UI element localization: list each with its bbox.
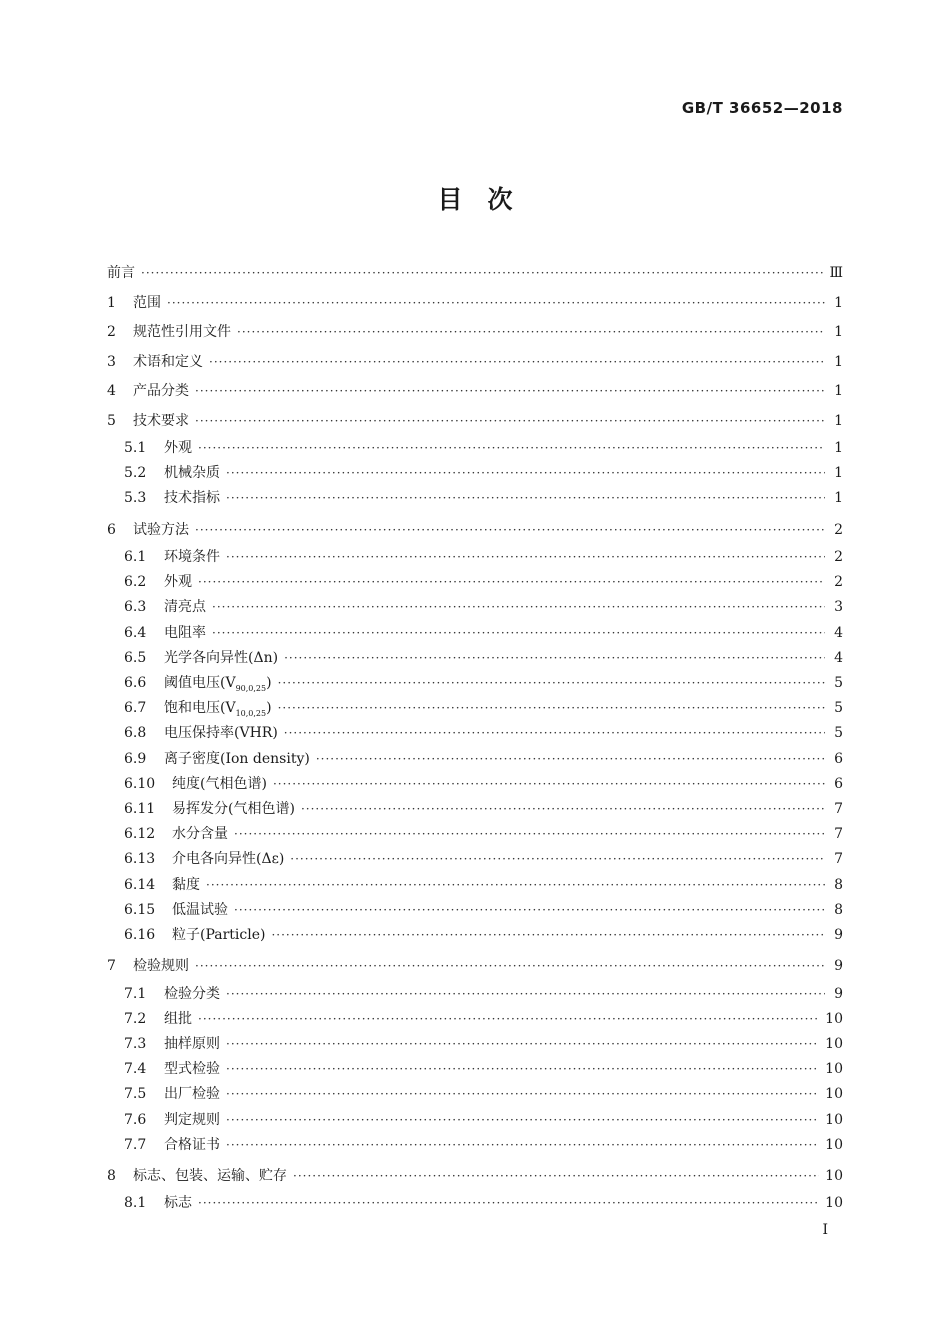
toc-dot-leader xyxy=(316,747,825,772)
toc-entry[interactable] xyxy=(107,1133,843,1158)
toc-entry-number: 6.16 xyxy=(124,926,156,943)
toc-entry-number: 6.11 xyxy=(124,800,156,817)
toc-entry[interactable] xyxy=(107,982,843,1007)
toc-entry-page: 9 xyxy=(834,926,843,943)
toc-entry-number: 6.15 xyxy=(124,901,156,918)
toc-entry-number: 1 xyxy=(107,294,116,311)
toc-entry-number: 6.3 xyxy=(124,599,147,616)
toc-entry-subscript: 90,0,25 xyxy=(235,683,267,693)
toc-entry[interactable] xyxy=(107,797,843,822)
toc-dot-leader xyxy=(301,797,825,822)
toc-entry[interactable] xyxy=(107,952,843,982)
toc-entry-label: 光学各向异性(Δn) xyxy=(164,649,279,666)
toc-dot-leader xyxy=(226,545,825,570)
toc-dot-leader xyxy=(284,646,825,671)
toc-entry-page: 1 xyxy=(834,412,843,429)
toc-entry-number: 5.1 xyxy=(124,440,147,456)
toc-dot-leader xyxy=(226,1133,819,1158)
toc-dot-leader xyxy=(195,377,825,407)
toc-entry-label: 合格证书 xyxy=(164,1136,220,1153)
toc-entry-label: 电压保持率(VHR) xyxy=(164,725,278,742)
toc-dot-leader xyxy=(226,1108,819,1133)
toc-entry-number: 6.14 xyxy=(124,876,156,893)
toc-entry-number: 7.6 xyxy=(124,1111,147,1128)
toc-entry-page: 10 xyxy=(825,1195,843,1212)
toc-entry-page: 5 xyxy=(834,675,843,691)
toc-entry-page: 8 xyxy=(834,876,843,893)
toc-entry[interactable] xyxy=(107,1057,843,1082)
toc-entry-label: 离子密度(Ion density) xyxy=(164,750,310,767)
toc-entry-page: 1 xyxy=(834,490,843,507)
toc-dot-leader xyxy=(198,1191,819,1216)
toc-entry-number: 6.5 xyxy=(124,649,147,666)
toc-dot-leader xyxy=(195,952,825,982)
toc-entry-number: 6.12 xyxy=(124,826,156,843)
toc-entry-label: 检验规则 xyxy=(133,958,189,975)
toc-entry[interactable] xyxy=(107,377,843,407)
toc-entry-label: 规范性引用文件 xyxy=(133,324,231,340)
toc-entry[interactable] xyxy=(107,289,843,319)
toc-entry[interactable] xyxy=(107,923,843,948)
toc-dot-leader xyxy=(273,772,825,797)
toc-entry[interactable] xyxy=(107,1082,843,1107)
toc-entry-number: 6.2 xyxy=(124,574,147,591)
toc-entry[interactable] xyxy=(107,772,843,797)
toc-entry-label: 介电各向异性(Δε) xyxy=(172,851,285,868)
toc-entry[interactable] xyxy=(107,318,843,348)
toc-dot-leader xyxy=(271,923,825,948)
toc-entry-label: 标志 xyxy=(164,1195,192,1212)
toc-entry[interactable] xyxy=(107,696,843,721)
toc-entry-number: 6.9 xyxy=(124,750,147,767)
toc-entry[interactable] xyxy=(107,545,843,570)
toc-entry-number: 6.7 xyxy=(124,700,147,717)
toc-entry-number: 7.1 xyxy=(124,985,147,1002)
toc-entry-number: 5 xyxy=(107,412,116,429)
toc-entry-page: 1 xyxy=(834,294,843,311)
toc-entry-page: 1 xyxy=(834,324,843,340)
toc-entry-page: 7 xyxy=(834,800,843,817)
toc-entry[interactable] xyxy=(107,1032,843,1057)
toc-entry-label: 环境条件 xyxy=(164,549,220,566)
toc-entry[interactable] xyxy=(107,1191,843,1216)
toc-entry-number: 6.1 xyxy=(124,549,147,566)
toc-entry[interactable] xyxy=(107,646,843,671)
toc-entry-label: 水分含量 xyxy=(172,826,228,843)
toc-entry-page: 3 xyxy=(834,599,843,616)
toc-entry-label: 范围 xyxy=(133,294,161,311)
toc-entry-label: 电阻率 xyxy=(164,624,206,641)
toc-dot-leader xyxy=(278,696,825,721)
toc-entry-label: 纯度(气相色谱) xyxy=(172,775,267,792)
toc-entry-label: 清亮点 xyxy=(164,599,206,616)
toc-dot-leader xyxy=(226,1057,819,1082)
toc-entry-number: 7 xyxy=(107,958,116,975)
toc-entry-label: 技术要求 xyxy=(133,412,189,429)
toc-entry-number: 8 xyxy=(107,1167,116,1184)
page-title: 目 次 xyxy=(437,185,513,214)
toc-entry-label: 阈值电压$(V_{90,0,25})$ xyxy=(164,675,272,693)
toc-entry-page: 10 xyxy=(825,1167,843,1184)
toc-entry-page: 9 xyxy=(834,958,843,975)
toc-entry-page: 8 xyxy=(834,901,843,918)
toc-entry[interactable] xyxy=(107,671,843,696)
toc-dot-leader xyxy=(226,1082,819,1107)
toc-entry[interactable] xyxy=(107,348,843,378)
toc-entry-page: 1 xyxy=(834,353,843,370)
toc-dot-leader xyxy=(234,822,825,847)
toc-entry[interactable] xyxy=(107,1007,843,1032)
toc-dot-leader xyxy=(198,436,825,461)
toc-entry-page: 6 xyxy=(834,775,843,792)
toc-entry-page: 1 xyxy=(834,383,843,399)
toc-entry-page: 1 xyxy=(834,465,843,482)
toc-entry-page: 10 xyxy=(825,1061,843,1078)
toc-dot-leader xyxy=(234,898,825,923)
toc-entry-label: 产品分类 xyxy=(133,383,189,399)
toc-dot-leader xyxy=(226,461,825,486)
toc-entry-label: 饱和电压$(V_{10,0,25})$ xyxy=(164,700,272,718)
toc-dot-leader xyxy=(209,348,825,378)
toc-entry-page: 10 xyxy=(825,1035,843,1052)
toc-entry-number: 5.2 xyxy=(124,465,147,482)
toc-entry-page: 1 xyxy=(834,440,843,456)
toc-entry[interactable] xyxy=(107,259,843,289)
toc-entry-label: 出厂检验 xyxy=(164,1086,220,1103)
table-of-contents xyxy=(107,259,843,1217)
toc-entry-label: 检验分类 xyxy=(164,985,220,1002)
toc-dot-leader xyxy=(226,982,825,1007)
toc-dot-leader xyxy=(212,621,825,646)
toc-entry[interactable] xyxy=(107,898,843,923)
toc-entry-page: 4 xyxy=(834,624,843,641)
toc-entry[interactable] xyxy=(107,1162,843,1192)
toc-dot-leader xyxy=(206,873,825,898)
toc-entry-number: 5.3 xyxy=(124,490,147,507)
toc-entry[interactable] xyxy=(107,516,843,546)
toc-entry-label: 术语和定义 xyxy=(133,353,203,370)
toc-entry-number: 6.8 xyxy=(124,725,147,742)
toc-entry-number: 7.2 xyxy=(124,1010,147,1027)
toc-dot-leader xyxy=(284,721,825,746)
toc-entry[interactable] xyxy=(107,486,843,511)
toc-entry-page: 9 xyxy=(834,985,843,1002)
toc-entry-number: 3 xyxy=(107,353,116,370)
toc-entry-label: 低温试验 xyxy=(172,901,228,918)
toc-dot-leader xyxy=(198,570,825,595)
toc-entry-label: 外观 xyxy=(164,440,192,456)
toc-entry-label: 外观 xyxy=(164,574,192,591)
toc-entry-page: 7 xyxy=(834,826,843,843)
toc-dot-leader xyxy=(290,847,825,872)
toc-entry-label: 易挥发分(气相色谱) xyxy=(172,800,295,817)
toc-entry-number: 6.10 xyxy=(124,775,156,792)
toc-dot-leader xyxy=(212,595,825,620)
toc-entry-page: 2 xyxy=(834,549,843,566)
toc-entry[interactable] xyxy=(107,570,843,595)
toc-entry-page: 10 xyxy=(825,1010,843,1027)
toc-entry-label: 组批 xyxy=(164,1010,192,1027)
toc-entry[interactable] xyxy=(107,436,843,461)
toc-entry-page: 10 xyxy=(825,1136,843,1153)
toc-entry-label: 型式检验 xyxy=(164,1061,220,1078)
toc-dot-leader xyxy=(195,516,825,546)
toc-dot-leader xyxy=(195,407,825,437)
toc-entry-page: 2 xyxy=(834,574,843,591)
toc-entry-page: 6 xyxy=(834,750,843,767)
toc-entry-label: 技术指标 xyxy=(164,490,220,507)
toc-entry-number: 6.13 xyxy=(124,851,156,868)
toc-entry[interactable] xyxy=(107,822,843,847)
toc-entry-page: 2 xyxy=(834,521,843,538)
toc-entry-label: 机械杂质 xyxy=(164,465,220,482)
toc-entry-page: 10 xyxy=(825,1111,843,1128)
toc-entry-number: 4 xyxy=(107,383,116,399)
toc-entry[interactable] xyxy=(107,407,843,437)
toc-entry-label: 粒子(Particle) xyxy=(172,926,266,943)
toc-entry-number: 6.6 xyxy=(124,675,147,691)
toc-dot-leader xyxy=(141,259,823,289)
toc-entry-label: 黏度 xyxy=(172,876,200,893)
toc-dot-leader xyxy=(167,289,825,319)
toc-entry[interactable] xyxy=(107,873,843,898)
toc-dot-leader xyxy=(226,486,825,511)
toc-entry[interactable] xyxy=(107,621,843,646)
toc-entry-label: 标志、包装、运输、贮存 xyxy=(133,1167,287,1184)
toc-entry-page: 5 xyxy=(834,700,843,717)
toc-entry-number: 2 xyxy=(107,324,116,340)
page-number: I xyxy=(822,1222,828,1238)
toc-dot-leader xyxy=(226,1032,819,1057)
toc-entry[interactable] xyxy=(107,1108,843,1133)
toc-entry[interactable] xyxy=(107,595,843,620)
toc-entry-label: 前言 xyxy=(107,265,135,281)
toc-entry-label: 抽样原则 xyxy=(164,1035,220,1052)
toc-dot-leader xyxy=(293,1162,819,1192)
toc-entry-label: 试验方法 xyxy=(133,521,189,538)
toc-entry[interactable] xyxy=(107,461,843,486)
toc-entry-number: 7.4 xyxy=(124,1061,147,1078)
standard-code: GB/T 36652—2018 xyxy=(681,99,843,117)
toc-dot-leader xyxy=(198,1007,819,1032)
toc-entry[interactable] xyxy=(107,847,843,872)
toc-entry[interactable] xyxy=(107,747,843,772)
toc-entry-number: 6.4 xyxy=(124,624,147,641)
toc-entry-number: 7.7 xyxy=(124,1136,147,1153)
toc-dot-leader xyxy=(237,318,825,348)
toc-dot-leader xyxy=(278,671,825,696)
toc-entry-subscript: 10,0,25 xyxy=(235,708,267,718)
toc-entry-number: 7.3 xyxy=(124,1035,147,1052)
toc-entry[interactable] xyxy=(107,721,843,746)
toc-entry-number: 8.1 xyxy=(124,1195,147,1212)
toc-entry-page: 7 xyxy=(834,851,843,868)
toc-entry-label: 判定规则 xyxy=(164,1111,220,1128)
toc-entry-page: 5 xyxy=(834,725,843,742)
toc-entry-page: 4 xyxy=(834,649,843,666)
toc-entry-number: 6 xyxy=(107,521,116,538)
toc-entry-number: 7.5 xyxy=(124,1086,147,1103)
toc-entry-page: 10 xyxy=(825,1086,843,1103)
toc-entry-page: Ⅲ xyxy=(829,265,843,281)
